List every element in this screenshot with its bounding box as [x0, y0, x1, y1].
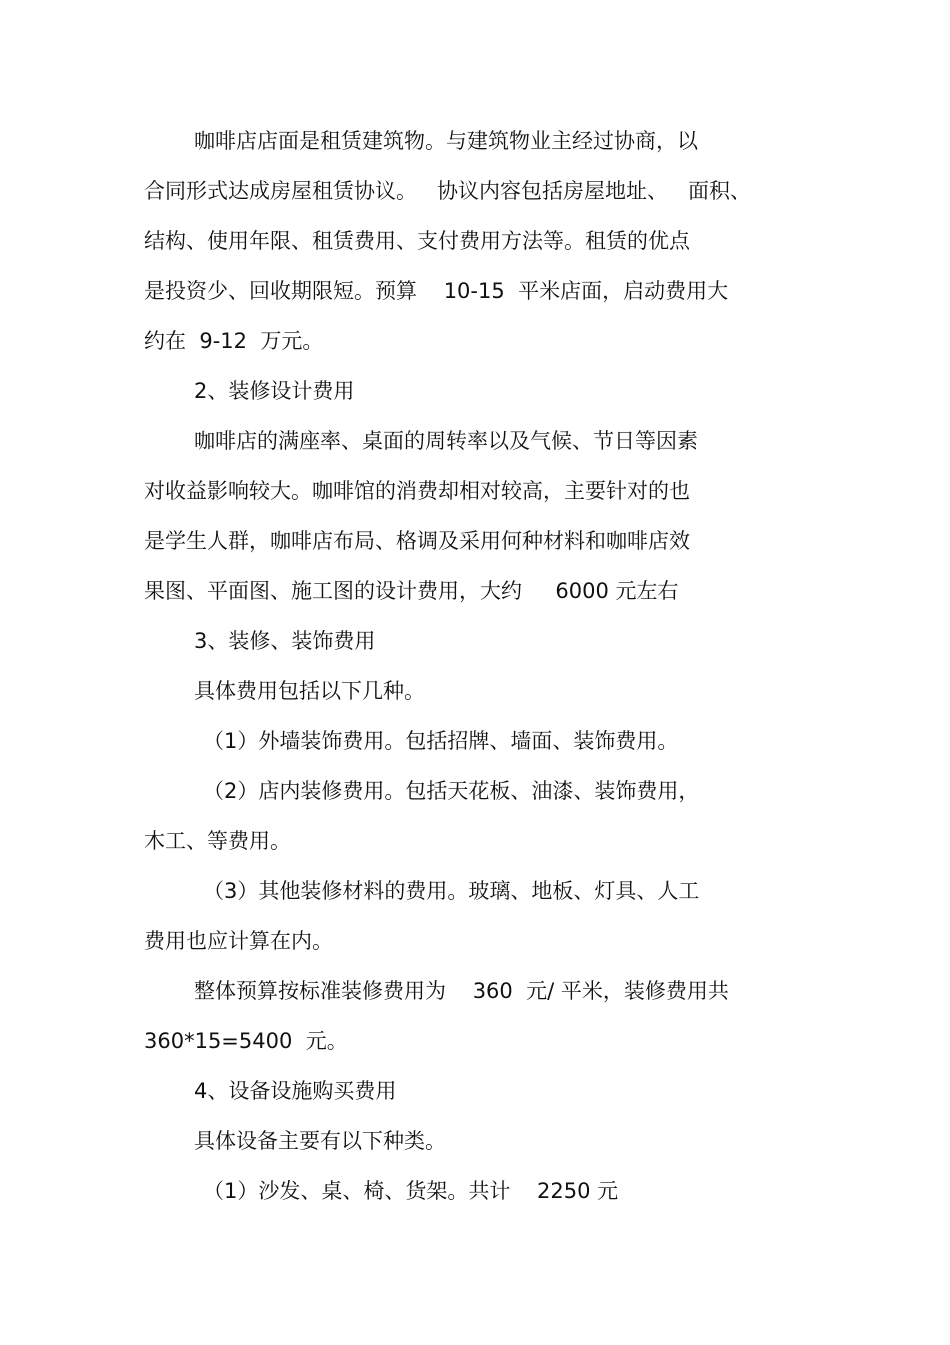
paragraph-line: 约在 9-12 万元。: [144, 329, 324, 353]
paragraph-line: 咖啡店的满座率、桌面的周转率以及气候、节日等因素: [194, 429, 698, 453]
paragraph-line: 整体预算按标准装修费用为 360 元/ 平米，装修费用共: [194, 979, 729, 1003]
list-item: （1）沙发、桌、椅、货架。共计 2250 元: [203, 1179, 619, 1203]
section-heading: 3、装修、装饰费用: [194, 629, 376, 653]
section-heading: 4、设备设施购买费用: [194, 1079, 397, 1103]
section-heading: 2、装修设计费用: [194, 379, 355, 403]
paragraph-line: 对收益影响较大。咖啡馆的消费却相对较高，主要针对的也: [144, 479, 690, 503]
paragraph-line: 是学生人群，咖啡店布局、格调及采用何种材料和咖啡店效: [144, 529, 690, 553]
paragraph-line: 结构、使用年限、租赁费用、支付费用方法等。租赁的优点: [144, 229, 690, 253]
paragraph-line: 合同形式达成房屋租赁协议。 协议内容包括房屋地址、 面积、: [144, 179, 752, 203]
list-item: （1）外墙装饰费用。包括招牌、墙面、装饰费用。: [203, 729, 679, 753]
paragraph-line: 费用也应计算在内。: [144, 929, 333, 953]
paragraph-line: 360*15=5400 元。: [144, 1029, 348, 1053]
paragraph-line: 是投资少、回收期限短。预算 10-15 平米店面，启动费用大: [144, 279, 729, 303]
paragraph-line: 木工、等费用。: [144, 829, 291, 853]
paragraph-line: 咖啡店店面是租赁建筑物。与建筑物业主经过协商，以: [194, 129, 698, 153]
paragraph-line: 具体费用包括以下几种。: [194, 679, 425, 703]
paragraph-line: 具体设备主要有以下种类。: [194, 1129, 446, 1153]
paragraph-line: 果图、平面图、施工图的设计费用，大约 6000 元左右: [144, 579, 679, 603]
list-item: （3）其他装修材料的费用。玻璃、地板、灯具、人工: [203, 879, 700, 903]
list-item: （2）店内装修费用。包括天花板、油漆、装饰费用，: [203, 779, 700, 803]
